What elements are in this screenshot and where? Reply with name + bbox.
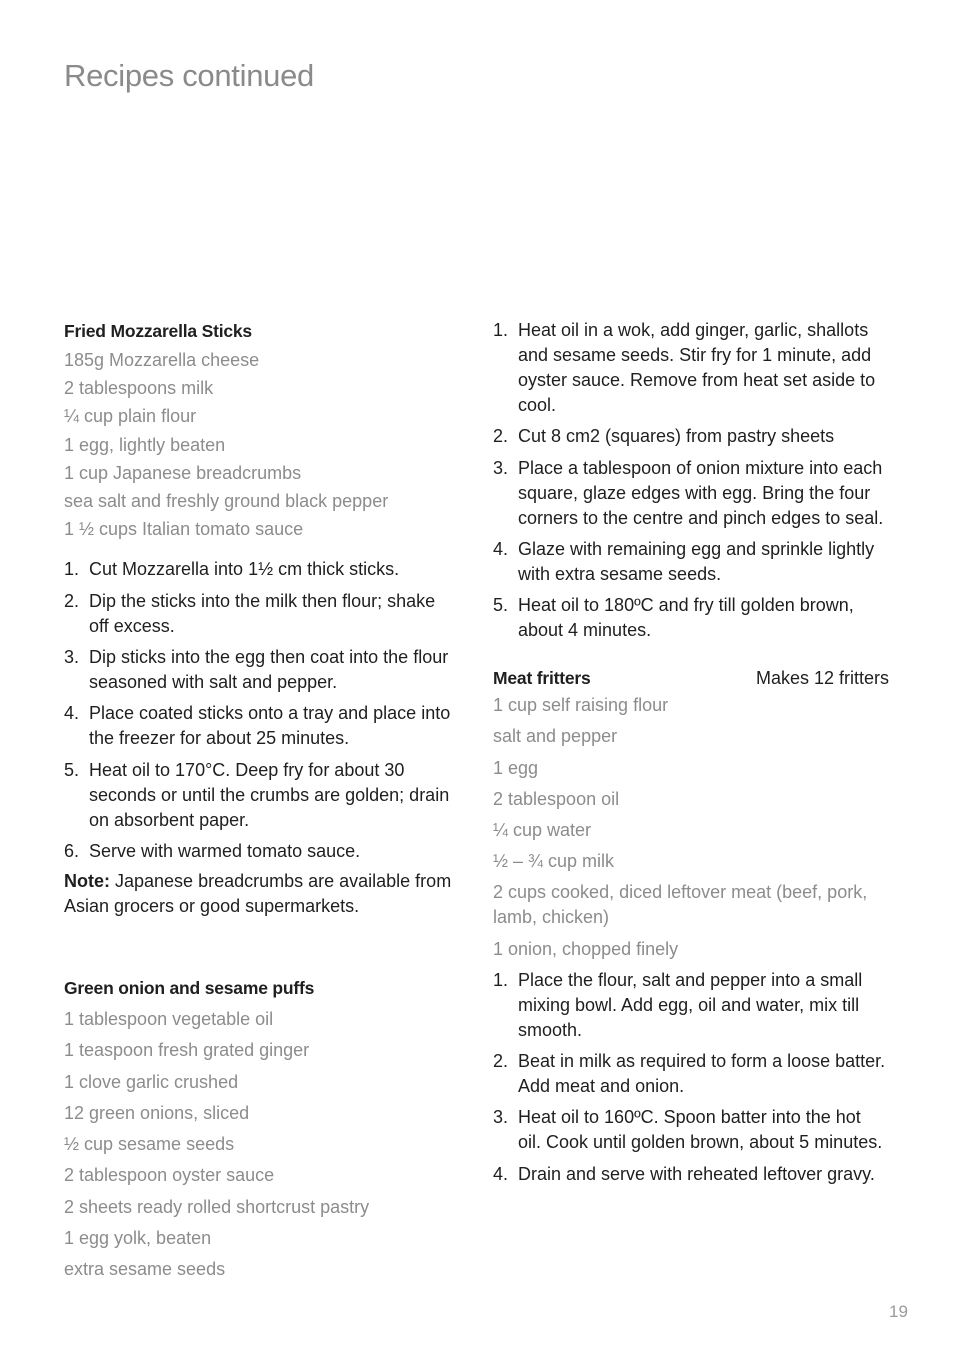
step-text: Cut Mozzarella into 1½ cm thick sticks.: [89, 559, 400, 580]
method-step: [493, 537, 888, 587]
step-number: 2.: [493, 1050, 509, 1071]
ingredient-item: ¼ cup plain flour: [64, 406, 197, 427]
ingredient-item: 2 tablespoon oil: [493, 788, 620, 809]
step-number: 5.: [64, 759, 80, 780]
step-text: Cut 8 cm2 (squares) from pastry sheets: [518, 426, 835, 447]
step-number: 1.: [493, 969, 509, 990]
step-number: 4.: [493, 1163, 509, 1184]
ingredient-item: sea salt and freshly ground black pepper: [64, 491, 389, 512]
recipe-mozzarella: [64, 318, 459, 919]
ingredient-item: 1 egg: [493, 757, 539, 778]
ingredient-item: 1 teaspoon fresh grated ginger: [64, 1040, 310, 1061]
ingredient-item: 1 cup Japanese breadcrumbs: [64, 462, 302, 483]
recipe-header: [493, 665, 889, 691]
method-step: [64, 758, 459, 833]
page-title: Recipes continued: [64, 58, 314, 93]
method-step: [64, 557, 459, 582]
method-step: [493, 1105, 888, 1155]
recipe-green-onion-puffs: [64, 975, 459, 1286]
ingredient-item: 1 egg, lightly beaten: [64, 434, 226, 455]
method-step: [493, 1162, 888, 1187]
method-steps: [493, 318, 888, 643]
step-number: 4.: [64, 703, 80, 724]
recipe-note: [64, 869, 459, 919]
recipe-title: Fried Mozzarella Sticks: [64, 321, 252, 341]
ingredient-item: 1 ½ cups Italian tomato sauce: [64, 519, 304, 540]
method-step: [493, 318, 888, 418]
method-step: [493, 593, 888, 643]
recipe-green-onion-puffs-method: [493, 318, 888, 643]
recipe-meat-fritters: [493, 665, 888, 1186]
ingredient-list: [493, 693, 888, 961]
method-step: [493, 968, 888, 1043]
note-text: Japanese breadcrumbs are available from Asian grocers or good supermarkets.: [64, 870, 452, 916]
step-text: Glaze with remaining egg and sprinkle lightly with extra sesame seeds.: [518, 538, 875, 584]
ingredient-item: ½ cup sesame seeds: [64, 1134, 235, 1155]
step-text: Dip sticks into the egg then coat into the flour seasoned with salt and pepper.: [89, 647, 449, 693]
ingredient-item: ½ – ¾ cup milk: [493, 851, 615, 872]
step-number: 2.: [64, 590, 80, 611]
step-text: Serve with warmed tomato sauce.: [89, 840, 361, 861]
step-text: Place a tablespoon of onion mixture into each square, glaze edges with egg. Bring the four corners to the centre and pinch edges to seal.: [518, 457, 884, 528]
ingredient-item: 1 onion, chopped finely: [493, 938, 679, 959]
step-number: 4.: [493, 538, 509, 559]
step-text: Heat oil to 180ºC and fry till golden brown, about 4 minutes.: [518, 595, 854, 641]
ingredient-item: extra sesame seeds: [64, 1259, 226, 1280]
method-step: [64, 839, 459, 864]
step-text: Heat oil to 160ºC. Spoon batter into the hot oil. Cook until golden brown, about 5 minutes.: [518, 1107, 883, 1153]
note-label: Note:: [64, 870, 110, 891]
ingredient-list: [64, 346, 459, 543]
ingredient-item: 1 clove garlic crushed: [64, 1071, 239, 1092]
step-number: 1.: [64, 559, 80, 580]
step-text: Place coated sticks onto a tray and place into the freezer for about 25 minutes.: [89, 703, 451, 749]
method-steps: [493, 968, 888, 1187]
step-number: 5.: [493, 595, 509, 616]
ingredient-item: 12 green onions, sliced: [64, 1102, 250, 1123]
ingredient-item: salt and pepper: [493, 726, 618, 747]
method-step: [64, 645, 459, 695]
step-text: Drain and serve with reheated leftover gravy.: [518, 1163, 875, 1184]
step-number: 3.: [493, 457, 509, 478]
step-text: Dip the sticks into the milk then flour; shake off excess.: [89, 590, 436, 636]
page-number: 19: [889, 1302, 908, 1321]
ingredient-item: 2 sheets ready rolled shortcrust pastry: [64, 1196, 370, 1217]
right-column: [493, 318, 888, 1193]
ingredient-item: 2 tablespoons milk: [64, 378, 214, 399]
step-text: Place the flour, salt and pepper into a small mixing bowl. Add egg, oil and water, mix till smooth.: [518, 969, 863, 1040]
method-step: [64, 589, 459, 639]
ingredient-item: 2 tablespoon oyster sauce: [64, 1165, 275, 1186]
step-text: Heat oil to 170°C. Deep fry for about 30 seconds or until the crumbs are golden; drain on absorbent paper.: [89, 759, 450, 830]
ingredient-list: [64, 1004, 459, 1286]
ingredient-item: 1 egg yolk, beaten: [64, 1227, 212, 1248]
method-step: [493, 456, 888, 531]
ingredient-item: 2 cups cooked, diced leftover meat (beef, pork, lamb, chicken): [493, 882, 868, 928]
step-number: 1.: [493, 320, 509, 340]
left-column: [64, 318, 459, 1286]
recipe-yield: Makes 12 fritters: [755, 668, 889, 689]
recipe-title: Meat fritters: [493, 668, 591, 689]
step-number: 2.: [493, 426, 509, 447]
recipe-title: Green onion and sesame puffs: [64, 977, 315, 998]
step-number: 3.: [64, 647, 80, 668]
ingredient-item: 185g Mozzarella cheese: [64, 350, 260, 370]
ingredient-item: ¼ cup water: [493, 819, 592, 840]
step-number: 6.: [64, 840, 80, 861]
step-text: Heat oil in a wok, add ginger, garlic, shallots and sesame seeds. Stir fry for 1 minute, add oyster sauce. Remove from heat set aside to cool.: [518, 320, 876, 415]
ingredient-item: 1 cup self raising flour: [493, 695, 669, 716]
ingredient-item: 1 tablespoon vegetable oil: [64, 1008, 274, 1029]
step-text: Beat in milk as required to form a loose batter. Add meat and onion.: [518, 1050, 886, 1096]
step-number: 3.: [493, 1107, 509, 1128]
method-steps: [64, 557, 459, 863]
method-step: [64, 701, 459, 751]
method-step: [493, 424, 888, 449]
method-step: [493, 1049, 888, 1099]
